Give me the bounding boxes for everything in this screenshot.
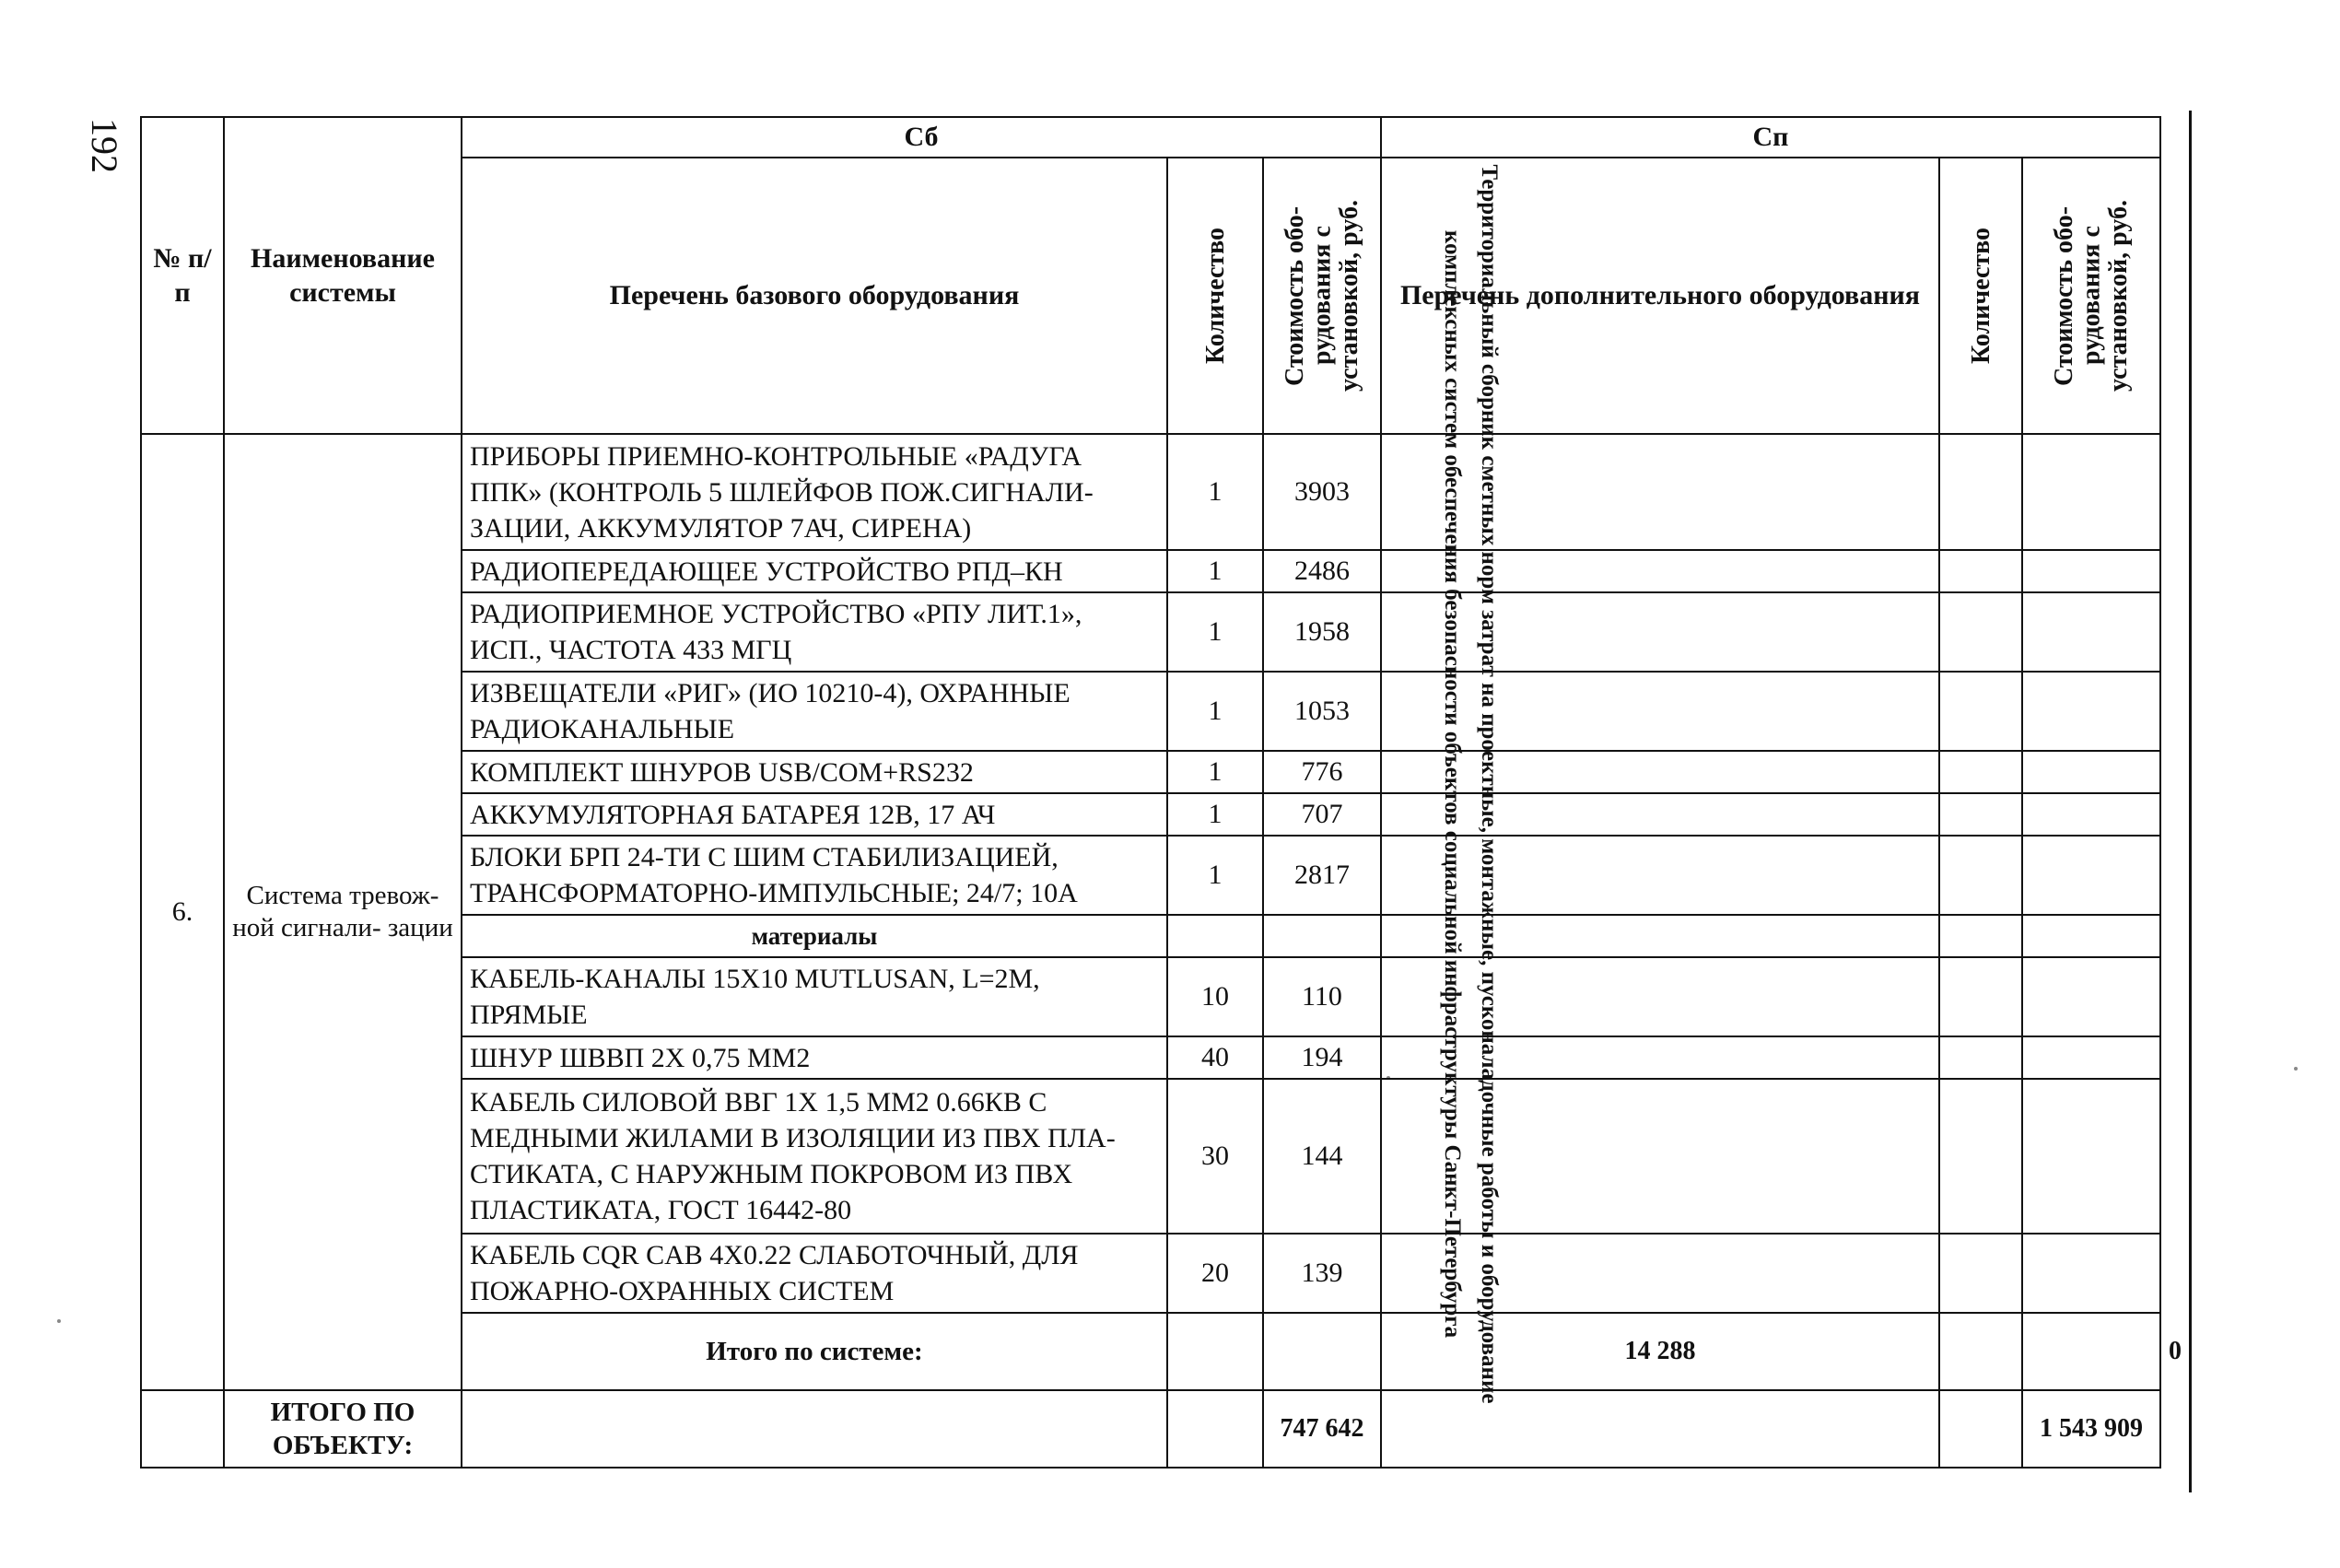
system-number: 6. [141,434,224,1390]
extra-qty-cell [1939,550,2022,592]
extra-qty-cell [1939,751,2022,793]
equipment-table [140,116,2182,1469]
item-name: РАДИОПЕРЕДАЮЩЕЕ УСТРОЙСТВО РПД–КН [462,550,1167,592]
object-total-sp: 1 543 909 [2022,1390,2160,1468]
header-cost [1263,158,1381,434]
header-system-name: Наименование системы [224,117,462,434]
item-cost: 144 [1263,1079,1381,1234]
system-total-sb: 14 288 [1381,1313,1939,1390]
extra-cost-cell [2022,1079,2160,1234]
item-name: БЛОКИ БРП 24-ТИ С ШИМ СТАБИЛИЗАЦИЕЙ, ТРАНСФОРМАТОРНО-ИМПУЛЬСНЫЕ; 24/7; 10А [462,836,1167,915]
object-total-row [141,1390,2160,1468]
extra-item-cell [1381,434,1939,550]
item-qty: 1 [1167,793,1263,836]
system-name: Система тревож- ной сигнали- зации [224,434,462,1390]
extra-item-cell [1381,751,1939,793]
item-cost: 1053 [1263,672,1381,751]
extra-qty-cell [1939,592,2022,672]
empty-cell [1939,1390,2022,1468]
extra-qty-cell [1939,1234,2022,1313]
item-qty: 1 [1167,434,1263,550]
item-name: ПРИБОРЫ ПРИЕМНО-КОНТРОЛЬНЫЕ «РАДУГА ППК» (КОНТРОЛЬ 5 ШЛЕЙФОВ ПОЖ.СИГНАЛИ- ЗАЦИИ, АККУМУЛЯТОР 7АЧ, СИРЕНА) [462,434,1167,550]
table-row [141,434,2160,550]
extra-cost-cell [2022,672,2160,751]
empty-cell [2022,1313,2160,1390]
extra-cost-cell [2022,434,2160,550]
scan-speck [57,1319,61,1323]
extra-item-cell [1381,1036,1939,1079]
item-cost: 2817 [1263,836,1381,915]
item-cost: 776 [1263,751,1381,793]
scan-speck [2294,1067,2298,1071]
header-cost-text: Стоимость обо- рудования с установкой, руб. [1280,200,1363,392]
extra-qty-cell [1939,957,2022,1036]
header-cost-2 [2022,158,2160,434]
side-rule [2189,111,2192,1492]
extra-item-cell [1381,672,1939,751]
extra-qty-cell [1939,672,2022,751]
header-qty-text: Количество [1200,227,1230,365]
empty-cell [141,1390,224,1468]
item-name: АККУМУЛЯТОРНАЯ БАТАРЕЯ 12В, 17 АЧ [462,793,1167,836]
item-name: КАБЕЛЬ-КАНАЛЫ 15X10 MUTLUSAN, L=2M, ПРЯМЫЕ [462,957,1167,1036]
materials-label: материалы [462,915,1167,957]
extra-item-cell [1381,1079,1939,1234]
empty-cell [462,1390,1167,1468]
extra-cost-cell [2022,836,2160,915]
extra-qty-cell [1939,836,2022,915]
item-name: РАДИОПРИЕМНОЕ УСТРОЙСТВО «РПУ ЛИТ.1», ИСП., ЧАСТОТА 433 МГЦ [462,592,1167,672]
empty-cell [1263,915,1381,957]
extra-item-cell [1381,957,1939,1036]
extra-qty-cell [1939,1036,2022,1079]
item-qty: 1 [1167,836,1263,915]
item-qty: 1 [1167,672,1263,751]
system-total-row: Итого по системе: 14 288 0 [141,1313,2160,1390]
object-total-sb: 747 642 [1263,1390,1381,1468]
extra-cost-cell [2022,592,2160,672]
item-cost: 707 [1263,793,1381,836]
item-cost: 1958 [1263,592,1381,672]
item-name: КОМПЛЕКТ ШНУРОВ USB/COM+RS232 [462,751,1167,793]
item-name: КАБЕЛЬ CQR CAB 4X0.22 СЛАБОТОЧНЫЙ, ДЛЯ ПОЖАРНО-ОХРАННЫХ СИСТЕМ [462,1234,1167,1313]
item-qty: 1 [1167,550,1263,592]
header-cost-2-text: Стоимость обо- рудования с установкой, руб. [2049,200,2133,392]
extra-item-cell [1381,592,1939,672]
header-sb: Сб [462,117,1381,158]
empty-cell [1167,1390,1263,1468]
empty-cell [1381,915,1939,957]
empty-cell [1939,1313,2022,1390]
empty-cell [1167,1313,1263,1390]
empty-cell [1939,915,2022,957]
extra-qty-cell [1939,1079,2022,1234]
extra-item-cell [1381,836,1939,915]
empty-cell [2022,915,2160,957]
extra-cost-cell [2022,1036,2160,1079]
item-cost: 3903 [1263,434,1381,550]
empty-cell [1381,1390,1939,1468]
item-cost: 110 [1263,957,1381,1036]
header-qty-2-text: Количество [1966,227,1995,365]
item-qty: 1 [1167,751,1263,793]
extra-cost-cell [2022,751,2160,793]
header-row-groups [141,117,2160,158]
extra-cost-cell [2022,550,2160,592]
empty-cell [1263,1313,1381,1390]
side-header-line-1: Территориальный сборник сметных норм затрат на проектные, монтажные, пусконаладочные работы и оборудование [1477,164,1502,1404]
empty-cell [1167,915,1263,957]
header-extra-list: Перечень дополнительного оборудования [1381,158,1939,434]
extra-qty-cell [1939,434,2022,550]
extra-item-cell [1381,550,1939,592]
extra-cost-cell [2022,793,2160,836]
header-qty [1167,158,1263,434]
extra-qty-cell [1939,793,2022,836]
item-name: КАБЕЛЬ СИЛОВОЙ ВВГ 1X 1,5 ММ2 0.66КВ С МЕДНЫМИ ЖИЛАМИ В ИЗОЛЯЦИИ ИЗ ПВХ ПЛА- СТИКАТА, С НАРУЖНЫМ ПОКРОВОМ ИЗ ПВХ ПЛАСТИКАТА, ГОСТ 16442-80 [462,1079,1167,1234]
extra-cost-cell [2022,1234,2160,1313]
object-total-label: ИТОГО ПО ОБЪЕКТУ: [224,1390,462,1468]
header-qty-2 [1939,158,2022,434]
header-num: № п/п [141,117,224,434]
item-qty: 40 [1167,1036,1263,1079]
extra-cost-cell [2022,957,2160,1036]
item-cost: 194 [1263,1036,1381,1079]
side-header-line-2: комплексных систем обеспечения безопасности объектов социальной инфраструктуры Санкт-Петербурга [1440,229,1465,1339]
item-cost: 139 [1263,1234,1381,1313]
header-base-list: Перечень базового оборудования [462,158,1167,434]
item-name: ШНУР ШВВП 2X 0,75 ММ2 [462,1036,1167,1079]
item-name: ИЗВЕЩАТЕЛИ «РИГ» (ИО 10210-4), ОХРАННЫЕ РАДИОКАНАЛЬНЫЕ [462,672,1167,751]
item-cost: 2486 [1263,550,1381,592]
item-qty: 10 [1167,957,1263,1036]
header-sp: Сп [1381,117,2160,158]
system-total-label: Итого по системе: [462,1313,1167,1390]
item-qty: 20 [1167,1234,1263,1313]
item-qty: 30 [1167,1079,1263,1234]
extra-item-cell [1381,1234,1939,1313]
item-qty: 1 [1167,592,1263,672]
page-number: 192 [84,118,126,173]
extra-item-cell [1381,793,1939,836]
